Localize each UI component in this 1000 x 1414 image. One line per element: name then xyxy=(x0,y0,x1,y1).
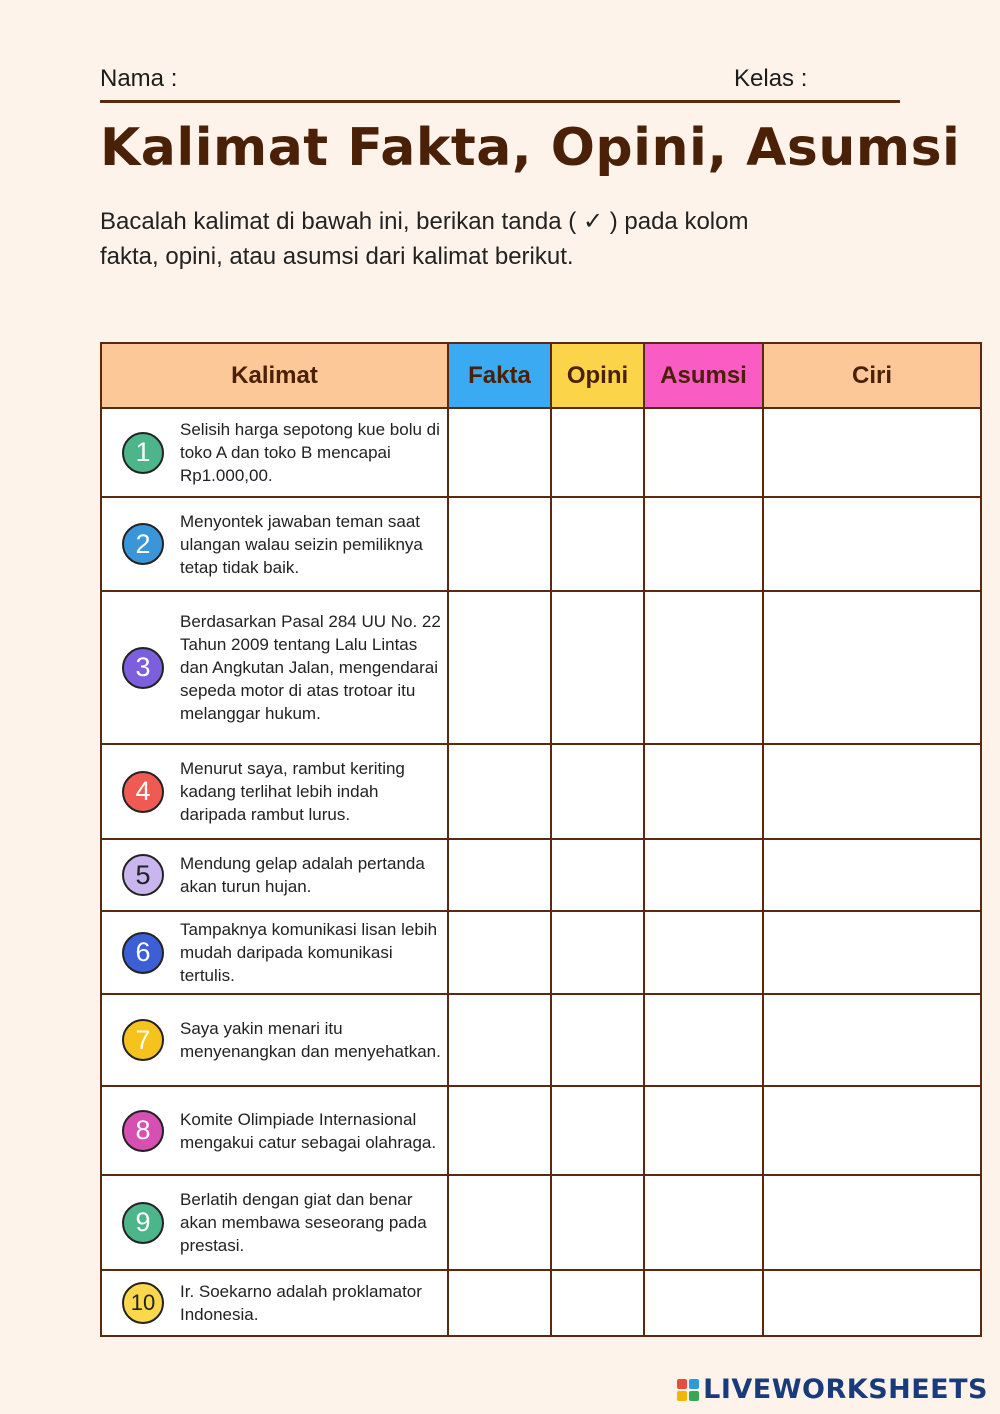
sentence-text: Menyontek jawaban teman saat ulangan walau seizin pemiliknya tetap tidak baik. xyxy=(180,511,423,577)
class-label: Kelas : xyxy=(734,65,808,92)
table-row xyxy=(101,744,981,839)
sentence-cell xyxy=(101,408,448,497)
number-badge: 8 xyxy=(122,1110,164,1152)
table-row xyxy=(101,1086,981,1175)
logo-square xyxy=(677,1379,687,1389)
number-badge: 7 xyxy=(122,1019,164,1061)
answer-cell-opini[interactable] xyxy=(551,1270,644,1336)
answer-cell-opini[interactable] xyxy=(551,497,644,591)
table-row xyxy=(101,994,981,1086)
number-badge: 4 xyxy=(122,771,164,813)
answer-cell-ciri[interactable] xyxy=(763,497,981,591)
answer-cell-asumsi[interactable] xyxy=(644,408,763,497)
answer-cell-ciri[interactable] xyxy=(763,911,981,994)
sentence-text: Menurut saya, rambut keriting kadang terlihat lebih indah daripada rambut lurus. xyxy=(180,759,405,824)
answer-cell-opini[interactable] xyxy=(551,408,644,497)
name-label: Nama : xyxy=(100,65,178,92)
column-header-opini: Opini xyxy=(551,343,644,408)
sentence-cell xyxy=(101,994,448,1086)
instructions-line-1: Bacalah kalimat di bawah ini, berikan tanda ( ✓ ) pada kolom xyxy=(100,208,749,235)
sentence-text: Ir. Soekarno adalah proklamator Indonesia. xyxy=(180,1282,422,1324)
number-badge: 1 xyxy=(122,432,164,474)
worksheet-table xyxy=(100,342,982,1337)
number-badge: 3 xyxy=(122,647,164,689)
answer-cell-fakta[interactable] xyxy=(448,839,551,911)
table-row xyxy=(101,408,981,497)
sentence-cell xyxy=(101,1086,448,1175)
instructions xyxy=(100,204,860,274)
answer-cell-ciri[interactable] xyxy=(763,591,981,744)
sentence-text: Mendung gelap adalah pertanda akan turun hujan. xyxy=(180,854,425,896)
table-header-row xyxy=(101,343,981,408)
column-header-ciri: Ciri xyxy=(763,343,981,408)
table-row xyxy=(101,1270,981,1336)
sentence-cell xyxy=(101,1175,448,1270)
answer-cell-asumsi[interactable] xyxy=(644,839,763,911)
answer-cell-opini[interactable] xyxy=(551,1086,644,1175)
number-badge: 2 xyxy=(122,523,164,565)
sentence-cell xyxy=(101,1270,448,1336)
sentence-text: Komite Olimpiade Internasional mengakui catur sebagai olahraga. xyxy=(180,1109,437,1152)
answer-cell-fakta[interactable] xyxy=(448,591,551,744)
sentence-cell xyxy=(101,744,448,839)
sentence-cell xyxy=(101,591,448,744)
sentence-cell xyxy=(101,911,448,994)
answer-cell-asumsi[interactable] xyxy=(644,591,763,744)
answer-cell-asumsi[interactable] xyxy=(644,1086,763,1175)
answer-cell-ciri[interactable] xyxy=(763,839,981,911)
answer-cell-ciri[interactable] xyxy=(763,408,981,497)
answer-cell-fakta[interactable] xyxy=(448,1270,551,1336)
sentence-text: Saya yakin menari itu menyenangkan dan menyehatkan. xyxy=(180,1019,441,1061)
answer-cell-ciri[interactable] xyxy=(763,1175,981,1270)
answer-cell-opini[interactable] xyxy=(551,744,644,839)
number-badge: 10 xyxy=(122,1282,164,1324)
answer-cell-asumsi[interactable] xyxy=(644,497,763,591)
answer-cell-fakta[interactable] xyxy=(448,994,551,1086)
liveworksheets-logo-icon xyxy=(677,1379,699,1401)
answer-cell-fakta[interactable] xyxy=(448,1175,551,1270)
table-row xyxy=(101,839,981,911)
answer-cell-opini[interactable] xyxy=(551,839,644,911)
answer-cell-asumsi[interactable] xyxy=(644,994,763,1086)
answer-cell-opini[interactable] xyxy=(551,994,644,1086)
answer-cell-ciri[interactable] xyxy=(763,994,981,1086)
logo-square xyxy=(689,1391,699,1401)
answer-cell-fakta[interactable] xyxy=(448,1086,551,1175)
answer-cell-opini[interactable] xyxy=(551,911,644,994)
liveworksheets-logo-text: LIVEWORKSHEETS xyxy=(703,1374,988,1405)
sentence-text: Selisih harga sepotong kue bolu di toko A dan toko B mencapai Rp1.000,00. xyxy=(180,420,440,485)
table-row xyxy=(101,1175,981,1270)
answer-cell-ciri[interactable] xyxy=(763,1270,981,1336)
number-badge: 9 xyxy=(122,1202,164,1244)
answer-cell-opini[interactable] xyxy=(551,1175,644,1270)
table-row xyxy=(101,911,981,994)
column-header-asumsi: Asumsi xyxy=(644,343,763,408)
column-header-fakta: Fakta xyxy=(448,343,551,408)
sentence-cell xyxy=(101,497,448,591)
sentence-text: Berdasarkan Pasal 284 UU No. 22 Tahun 2009 tentang Lalu Lintas dan Angkutan Jalan, mengendarai sepeda motor di atas trotoar itu melanggar hukum. xyxy=(180,612,441,723)
sentence-text: Tampaknya komunikasi lisan lebih mudah daripada komunikasi tertulis. xyxy=(180,920,438,985)
column-header-kalimat: Kalimat xyxy=(101,343,448,408)
sentence-cell xyxy=(101,839,448,911)
answer-cell-asumsi[interactable] xyxy=(644,1270,763,1336)
answer-cell-asumsi[interactable] xyxy=(644,1175,763,1270)
sentence-text: Berlatih dengan giat dan benar akan membawa seseorang pada prestasi. xyxy=(180,1190,427,1255)
logo-square xyxy=(689,1379,699,1389)
instructions-line-2: fakta, opini, atau asumsi dari kalimat berikut. xyxy=(100,243,574,270)
liveworksheets-logo xyxy=(677,1374,988,1405)
answer-cell-fakta[interactable] xyxy=(448,911,551,994)
answer-cell-fakta[interactable] xyxy=(448,408,551,497)
table-row xyxy=(101,497,981,591)
number-badge: 6 xyxy=(122,932,164,974)
logo-square xyxy=(677,1391,687,1401)
answer-cell-fakta[interactable] xyxy=(448,744,551,839)
answer-cell-ciri[interactable] xyxy=(763,744,981,839)
answer-cell-fakta[interactable] xyxy=(448,497,551,591)
answer-cell-ciri[interactable] xyxy=(763,1086,981,1175)
answer-cell-asumsi[interactable] xyxy=(644,911,763,994)
page-title: Kalimat Fakta, Opini, Asumsi xyxy=(100,118,961,178)
table-row xyxy=(101,591,981,744)
number-badge: 5 xyxy=(122,854,164,896)
answer-cell-opini[interactable] xyxy=(551,591,644,744)
answer-cell-asumsi[interactable] xyxy=(644,744,763,839)
